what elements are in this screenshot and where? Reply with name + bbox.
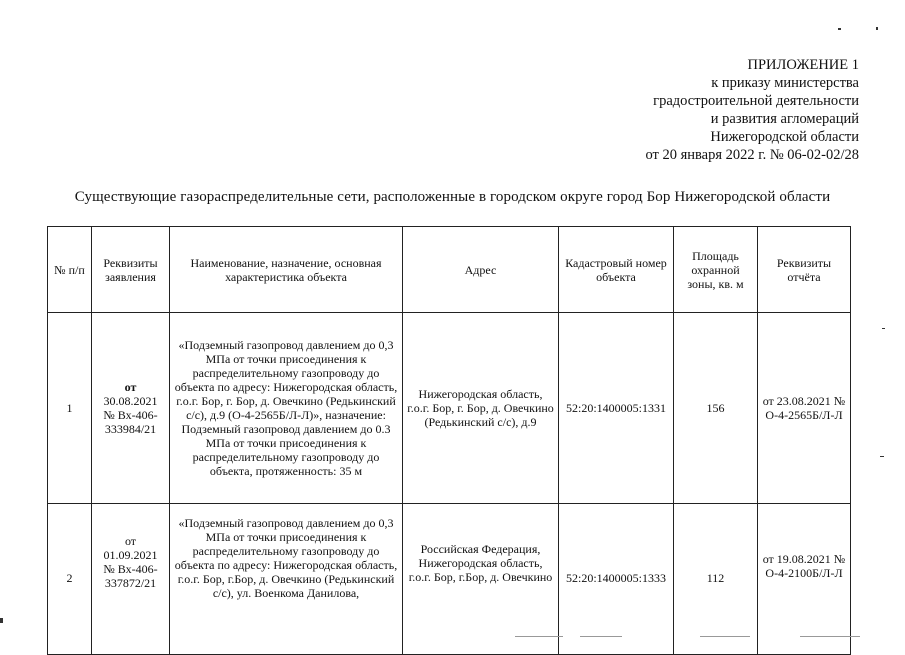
cadastral-number: 52:20:1400005:1331 xyxy=(559,313,674,504)
header-request: Реквизиты заявления xyxy=(92,227,170,313)
request-number-cont: 333984/21 xyxy=(104,422,157,436)
header-report: Реквизиты отчёта xyxy=(758,227,851,313)
scan-speck xyxy=(838,28,841,30)
appendix-line: к приказу министерства xyxy=(711,75,859,91)
table-row xyxy=(48,313,851,504)
request-details xyxy=(92,313,170,504)
row-number: 2 xyxy=(48,504,92,655)
request-number: № Вх-406- xyxy=(103,562,158,576)
object-address: Нижегородская область, г.о.г. Бор, г. Бор, д. Овечкино (Редькинский с/с), д.9 xyxy=(403,313,559,504)
appendix-line: градостроительной деятельности xyxy=(653,93,859,109)
scan-speck xyxy=(880,456,884,457)
header-number: № п/п xyxy=(48,227,92,313)
request-number: № Вх-406- xyxy=(103,408,158,422)
row-number: 1 xyxy=(48,313,92,504)
header-cadastral: Кадастровый номер объекта xyxy=(559,227,674,313)
cadastral-number: 52:20:1400005:1333 xyxy=(559,504,674,655)
protection-zone-area: 156 xyxy=(674,313,758,504)
scan-speck xyxy=(882,328,885,329)
scan-speck xyxy=(0,618,3,623)
header-area: Площадь охранной зоны, кв. м xyxy=(674,227,758,313)
scan-artifact-line xyxy=(515,636,563,637)
header-address: Адрес xyxy=(403,227,559,313)
document-title: Существующие газораспределительные сети, расположенные в городском округе город Бор Нижегородской области xyxy=(74,189,831,205)
request-date-prefix: от xyxy=(124,380,137,394)
appendix-line: Нижегородской области xyxy=(710,129,859,145)
scan-artifact-line xyxy=(700,636,750,637)
request-date-prefix: от xyxy=(124,534,137,548)
report-details: от 19.08.2021 № О-4-2100Б/Л-Л xyxy=(758,504,851,655)
request-date: 01.09.2021 xyxy=(103,548,158,562)
appendix-line: от 20 января 2022 г. № 06-02-02/28 xyxy=(645,147,859,163)
scan-speck xyxy=(876,27,878,30)
appendix-line: и развития агломераций xyxy=(710,111,859,127)
table-header-row xyxy=(48,227,851,313)
scan-artifact-line xyxy=(580,636,622,637)
report-details: от 23.08.2021 № О-4-2565Б/Л-Л xyxy=(758,313,851,504)
request-number-cont: 337872/21 xyxy=(104,576,157,590)
appendix-block xyxy=(539,56,859,164)
object-address: Российская Федерация, Нижегородская область, г.о.г. Бор, г.Бор, д. Овечкино xyxy=(403,504,559,655)
gas-network-table xyxy=(47,226,851,655)
object-description: «Подземный газопровод давлением до 0,3 МПа от точки присоединения к распределительному газопроводу до объекта по адресу: Нижегородская область, г.о.г. Бор, г.Бор, д. Овечкино (Редькинский с/с), ул. Военкома Данилова, xyxy=(170,504,403,655)
table-row xyxy=(48,504,851,655)
object-description: «Подземный газопровод давлением до 0,3 МПа от точки присоединения к распределительному газопроводу до объекта по адресу: Нижегородская область, г.о.г. Бор, г. Бор, д. Овечкино (Редькинский с/с), д.9 (О-4-2565Б/Л-Л)», назначение: Подземный газопровод давлением до 0.3 МПа от точки присоединения к распределительному газопроводу до объекта, протяженность: 35 м xyxy=(170,313,403,504)
header-description: Наименование, назначение, основная характеристика объекта xyxy=(170,227,403,313)
protection-zone-area: 112 xyxy=(674,504,758,655)
scan-artifact-line xyxy=(800,636,860,637)
request-details xyxy=(92,504,170,655)
appendix-line: ПРИЛОЖЕНИЕ 1 xyxy=(747,57,859,73)
request-date: 30.08.2021 xyxy=(103,394,158,408)
